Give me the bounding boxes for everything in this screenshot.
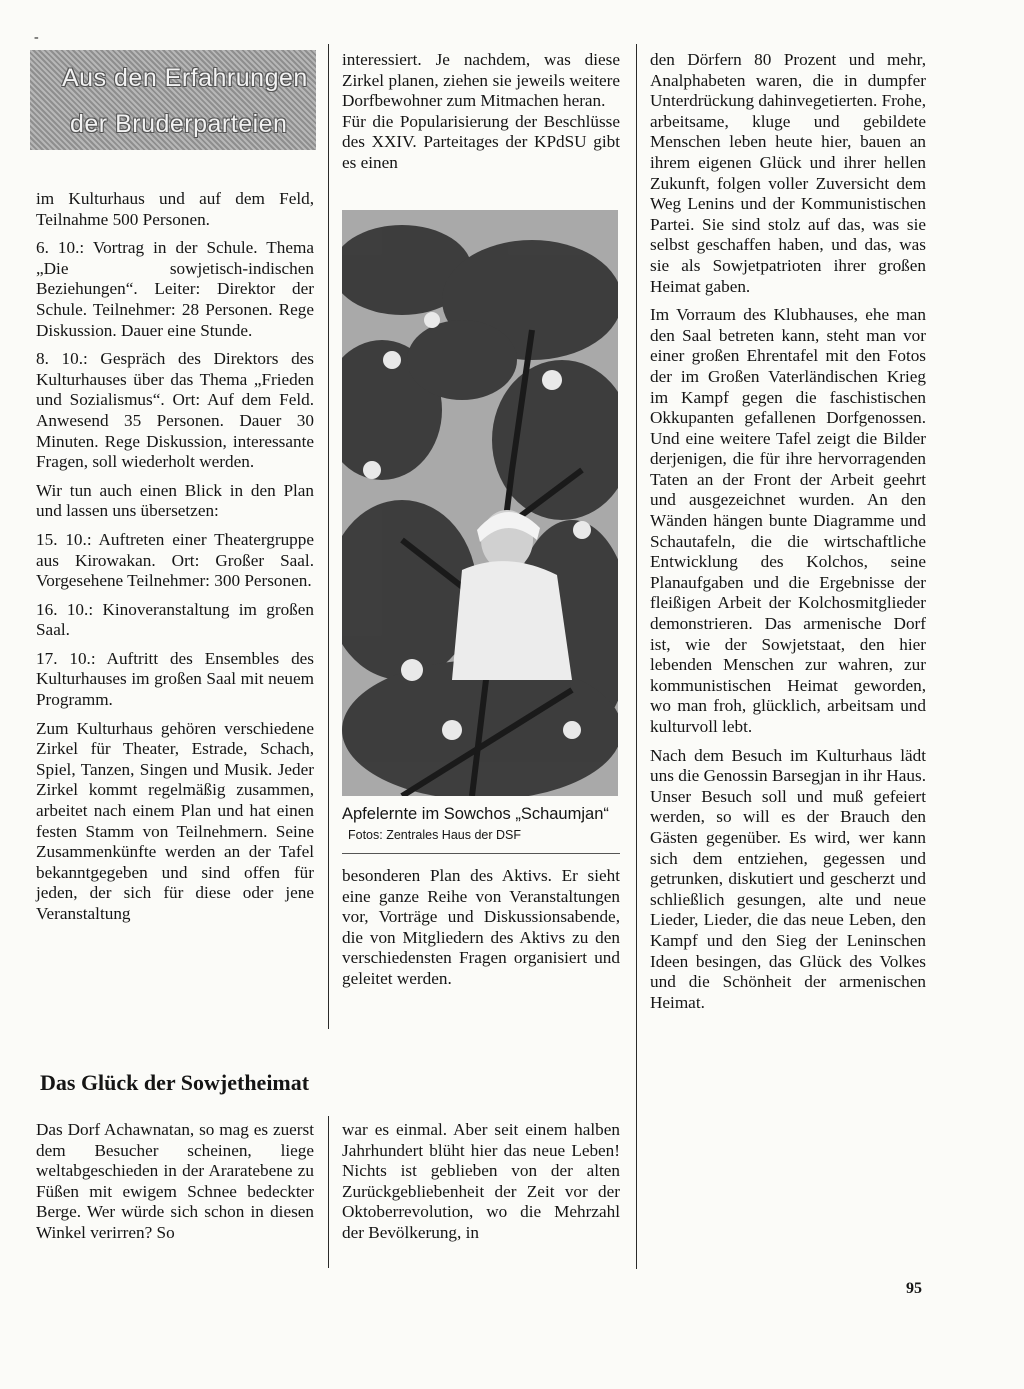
caption-rule [342,853,620,854]
banner-line-1: Aus den Erfahrungen [62,64,308,92]
photo-apple-harvest [342,210,618,796]
page-number: 95 [906,1280,922,1297]
paragraph: interessiert. Je nachdem, was diese Zirkel planen, ziehen sie jeweils weitere Dorfbewohner zum Mitmachen heran. [342,50,620,111]
paragraph: Zum Kulturhaus gehören verschiedene Zirkel für Theater, Estrade, Schach, Spiel, Tanzen, Singen und Musik. Jeder Zirkel kommt regelmäßig zusammen, arbeitet nach einem Plan und hat einen festen Stamm von Teilnehmern. Seine Zusammenkünfte werden an der Tafel bekanntgegeben und sind offen für jeden, der sich für diese oder jene Veranstaltung [36,718,314,923]
section-banner [30,50,316,150]
paragraph: Nach dem Besuch im Kulturhaus lädt uns die Genossin Barsegjan in ihr Haus. Unser Besuch soll und muß gefeiert werden, so will es der Brauch den Gästen gegenüber. Es wird, wer kann sich dem entziehen, gegessen und getrunken, diskutiert und gescherzt und schließlich gesungen, alte und neue Lieder, Lieder, die das neue Leben, den Kampf und den Sieg der Leninschen Ideen besingen, das Glück des Volkes und die Schönheit der armenischen Heimat. [650,745,926,1012]
banner-line-2: der Bruderparteien [70,110,288,138]
paragraph: war es einmal. Aber seit einem halben Jahrhundert blüht hier das neue Leben! Nichts ist geblieben von der alten Zurückgebliebenheit der Zeit vor der Oktoberrevolution, wo die Mehrzahl der Bevölkerung, in [342,1120,620,1242]
paragraph: Wir tun auch einen Blick in den Plan und lassen uns übersetzen: [36,480,314,521]
paragraph: 17. 10.: Auftritt des Ensembles des Kulturhauses im großen Saal mit neuem Programm. [36,648,314,710]
section-heading: Das Glück der Sowjetheimat [40,1070,310,1095]
corner-mark: - [34,30,39,45]
photo-illustration [342,210,618,796]
photo-credit: Fotos: Zentrales Haus der DSF [348,828,521,842]
paragraph: den Dörfern 80 Prozent und mehr, Analphabeten waren, die in dumpfer Unterdrückung dahinvegetierten. Frohe, arbeitsame, kluge und gebildete Menschen leben heute hier, bauen an ihrem eigenen Glück und ihrer hellen Zukunft, folgen voller Zuversicht dem Weg Lenins und der Kommunistischen Partei. Sie sind stolz auf das, was sie selbst geschaffen haben, und das, was sie als Sowjetpatrioten ihrer großen Heimat gaben. [650,50,926,296]
column-3 [650,50,926,1013]
paragraph: besonderen Plan des Aktivs. Er sieht eine ganze Reihe von Veranstaltungen vor, Vorträge und Diskussionsabende, die von Mitgliedern des Aktivs zu den verschiedensten Fragen organisiert und geleitet werden. [342,866,620,988]
bottom-column-2 [342,1120,620,1244]
caption-text: Apfelernte im Sowchos „Schaumjan“ [342,805,609,823]
photo-caption [342,804,622,845]
paragraph: 15. 10.: Auftreten einer Theatergruppe aus Kirowakan. Ort: Großer Saal. Vorgesehene Teilnehmer: 300 Personen. [36,529,314,591]
paragraph: 8. 10.: Gespräch des Direktors des Kulturhauses über das Thema „Frieden und Sozialismus“. Ort: Auf dem Feld. Anwesend 35 Personen. Dauer 30 Minuten. Rege Diskussion, interessante Fragen, soll wiederholt werden. [36,349,314,472]
column-2-bottom [342,866,620,990]
bottom-column-1 [36,1120,314,1244]
column-divider [328,44,329,1029]
paragraph: Das Dorf Achawnatan, so mag es zuerst dem Besucher scheinen, liege weltabgeschieden in der Araratebene zu Füßen mit ewigem Schnee bedeckter Berge. Wer würde sich schon in diesen Winkel verirren? So [36,1120,314,1242]
paragraph: Für die Popularisierung der Beschlüsse des XXIV. Parteitages der KPdSU gibt es einen [342,111,620,172]
paragraph: im Kulturhaus und auf dem Feld, Teilnahme 500 Personen. [36,189,314,229]
paragraph: 16. 10.: Kinoveranstaltung im großen Saal. [36,599,314,640]
column-1 [36,189,314,925]
column-2-top [342,50,620,174]
column-divider [636,44,637,1269]
paragraph: 6. 10.: Vortrag in der Schule. Thema „Die sowjetisch-indischen Beziehungen“. Leiter: Direktor der Schule. Teilnehmer: 28 Personen. Rege Diskussion. Dauer eine Stunde. [36,238,314,340]
column-divider [328,1116,329,1268]
paragraph: Im Vorraum des Klubhauses, ehe man den Saal betreten kann, steht man vor einer großen Ehrentafel mit den Fotos der im Großen Vaterländischen Krieg im Kampf gegen die faschistischen Okkupanten gefallenen Dorfgenossen. Und eine weitere Tafel zeigt die Bilder derjenigen, die für ihre hervorragenden Taten an der Front der Arbeit geehrt und ausgezeichnet wurden. An den Wänden hängen bunte Diagramme und Schautafeln, die die wirtschaftliche Entwicklung des Kolchos, seine Planaufgaben und die Ergebnisse der fleißigen Arbeit der Kolchosmitglieder demonstrieren. Das armenische Dorf ist, wie der Sowjetstaat, den hier lebenden Menschen zur wahren, zur kommunistischen Heimat geworden, wo man froh, glücklich, arbeitsam und kulturvoll lebt. [650,305,926,736]
